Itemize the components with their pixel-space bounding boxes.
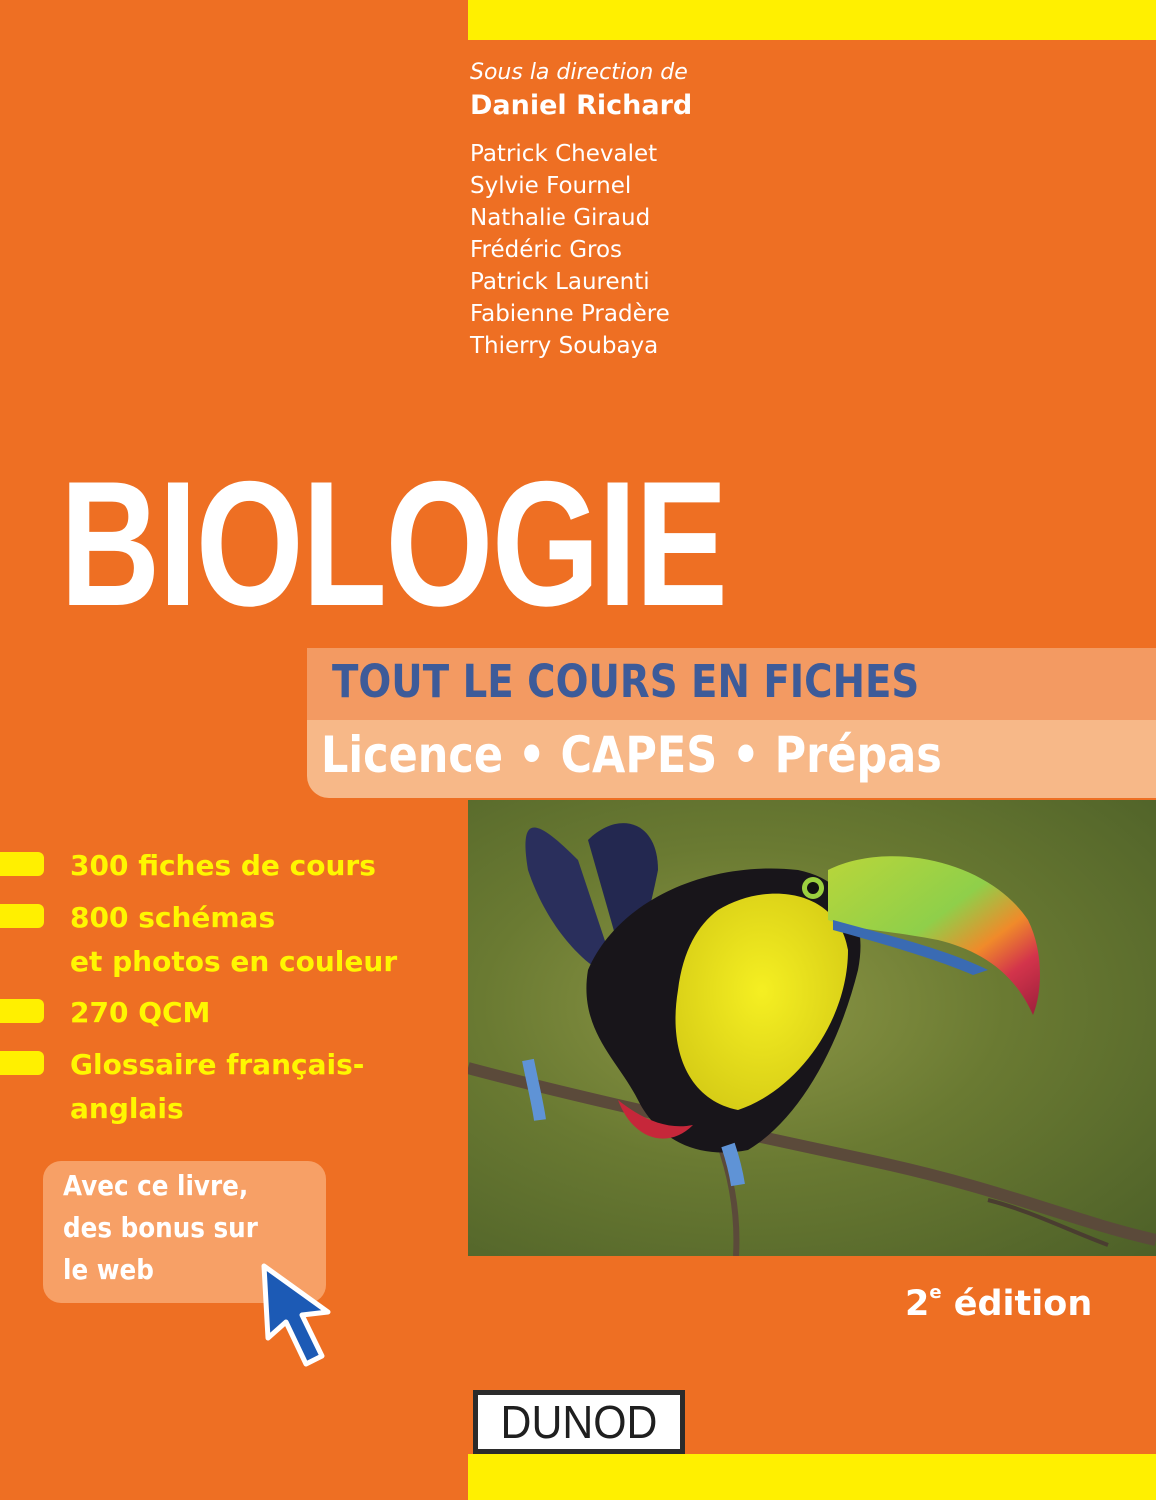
- authors-list: [470, 138, 670, 362]
- toucan-photo: [468, 800, 1156, 1256]
- author-name: Fabienne Pradère: [470, 301, 670, 327]
- toucan-illustration: [468, 800, 1156, 1256]
- book-subtitle: TOUT LE COURS EN FICHES: [332, 655, 920, 708]
- edition-suffix: e: [929, 1282, 942, 1304]
- publisher-name: DUNOD: [500, 1396, 658, 1448]
- feature-text: et photos en couleur: [70, 945, 398, 978]
- bullet-icon: [0, 1051, 44, 1075]
- feature-text: 300 fiches de cours: [70, 849, 376, 882]
- top-yellow-bar: [468, 0, 1156, 40]
- edition-label: [905, 1284, 1092, 1324]
- bottom-yellow-bar: [468, 1454, 1156, 1500]
- author-name: Patrick Chevalet: [470, 141, 658, 167]
- book-title: BIOLOGIE: [60, 444, 727, 643]
- feature-item: [0, 991, 397, 1035]
- bonus-text: le web: [63, 1253, 154, 1286]
- direction-intro: Sous la direction de: [470, 60, 688, 85]
- author-name: Sylvie Fournel: [470, 173, 632, 199]
- director-name: Daniel Richard: [470, 90, 693, 121]
- author-name: Patrick Laurenti: [470, 269, 650, 295]
- bonus-text: des bonus sur: [63, 1211, 258, 1244]
- bullet-icon: [0, 999, 44, 1023]
- feature-text: 800 schémas: [70, 901, 276, 934]
- feature-text: anglais: [70, 1092, 184, 1125]
- author-name: Thierry Soubaya: [470, 333, 659, 359]
- edition-number: 2: [905, 1284, 930, 1324]
- feature-item: [0, 1043, 397, 1131]
- feature-item: [0, 896, 397, 984]
- bullet-icon: [0, 904, 44, 928]
- author-name: Frédéric Gros: [470, 237, 623, 263]
- feature-item: [0, 844, 397, 888]
- feature-text: 270 QCM: [70, 996, 211, 1029]
- target-levels: Licence • CAPES • Prépas: [321, 726, 942, 784]
- edition-word: édition: [953, 1284, 1093, 1324]
- cursor-arrow-icon: [254, 1262, 354, 1372]
- author-name: Nathalie Giraud: [470, 205, 651, 231]
- bullet-icon: [0, 852, 44, 876]
- bonus-text: Avec ce livre,: [63, 1169, 249, 1202]
- feature-text: Glossaire français-: [70, 1048, 365, 1081]
- features-list: [0, 844, 397, 1131]
